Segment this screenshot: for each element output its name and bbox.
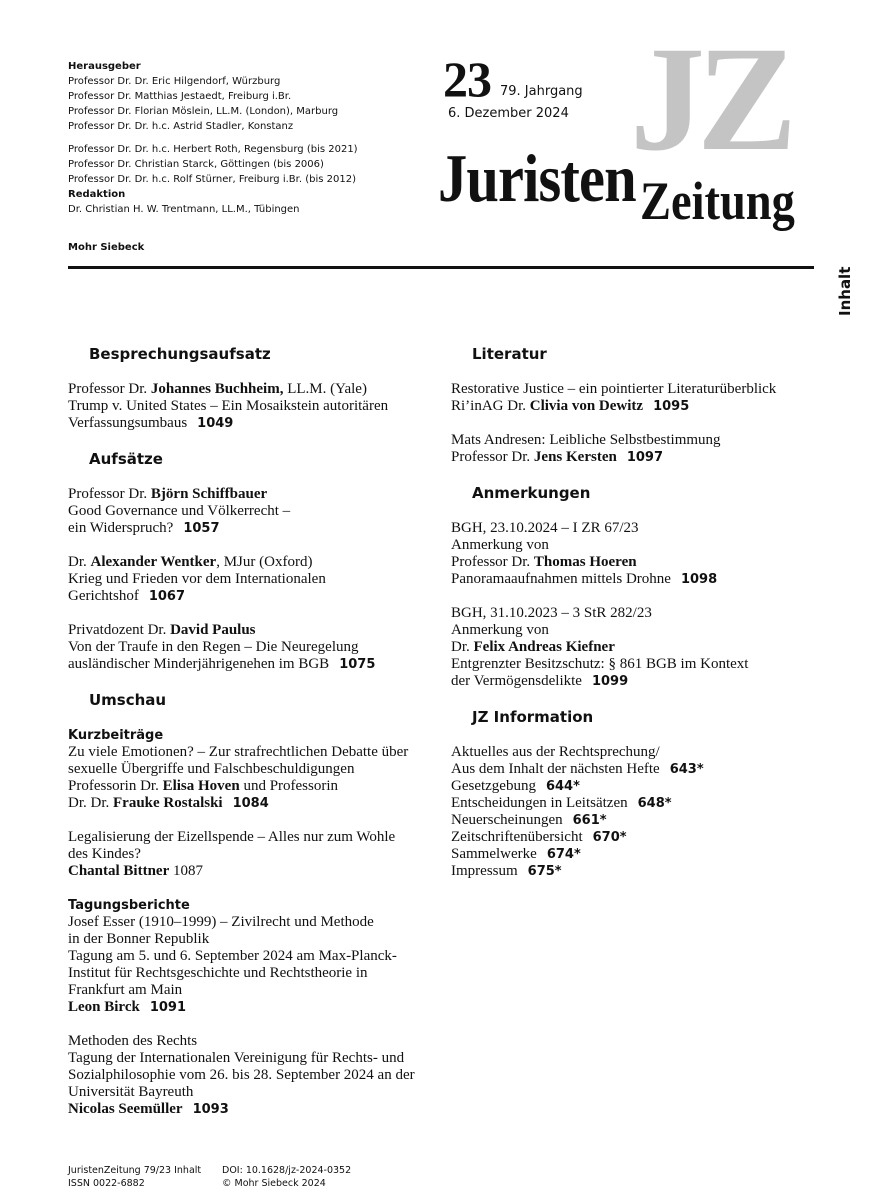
author-line (68, 1101, 418, 1118)
author-name: Leon Birck (68, 999, 140, 1015)
page-number: 1095 (653, 399, 690, 414)
author-line: Dr. Dr. Frauke Rostalski 1084 (68, 795, 269, 811)
page-number: 670* (592, 830, 627, 845)
page-number: 644* (545, 779, 580, 794)
entry-title: Legalisierung der Eizellspende – Alles nur zum Wohle (68, 829, 396, 845)
page-number: 1098 (680, 572, 718, 587)
section-heading-umschau: Umschau (89, 691, 167, 709)
author-line: Dr. Felix Andreas Kiefner (451, 639, 615, 655)
entry-title: Entgrenzter Besitzschutz: § 861 BGB im Kontext (451, 656, 749, 672)
section-heading-literatur: Literatur (472, 345, 547, 363)
page-number: 1057 (183, 521, 220, 536)
section-heading-anmerkungen: Anmerkungen (472, 484, 591, 502)
entry-title: Restorative Justice – ein pointierter Literaturüberblick (451, 381, 777, 397)
toc-left-column (68, 344, 418, 1135)
author-line: Ri’inAG Dr. Clivia von Dewitz 1095 (451, 398, 690, 414)
editor-line: Professor Dr. Dr. h.c. Astrid Stadler, Konstanz (68, 121, 294, 132)
editors-block (68, 59, 408, 217)
entry-title: Gesetzgebung 644* (451, 778, 580, 794)
editorial-label: Redaktion (68, 189, 126, 200)
title-juristen: Juristen (438, 140, 636, 216)
section-heading-aufsaetze: Aufsätze (89, 450, 163, 468)
entry-title: Krieg und Frieden vor dem Internationalen (68, 571, 326, 587)
jz-logo: JZ (630, 16, 790, 182)
toc-entry (451, 432, 831, 466)
editor-line: Professor Dr. Florian Möslein, LL.M. (London), Marburg (68, 106, 339, 117)
entry-title: BGH, 31.10.2023 – 3 StR 282/23 (451, 605, 652, 621)
page-number: 1093 (192, 1102, 229, 1117)
subsection-kurzbeitraege: Kurzbeiträge (68, 728, 164, 743)
entry-title: Zeitschriftenübersicht 670* (451, 829, 627, 845)
editorial-line: Dr. Christian H. W. Trentmann, LL.M., Tübingen (68, 204, 300, 215)
author-name: Frauke Rostalski (113, 795, 223, 811)
toc-entry (451, 520, 831, 588)
author-name: Thomas Hoeren (533, 554, 637, 570)
entry-title: Methoden des Rechts (68, 1033, 198, 1049)
author-line (68, 999, 418, 1016)
author-name: Felix Andreas Kiefner (473, 639, 615, 655)
entry-title: Tagung am 5. und 6. September 2024 am Max-Planck- (68, 948, 397, 964)
entry-title: in der Bonner Republik (68, 931, 210, 947)
author-line: Privatdozent Dr. David Paulus (68, 622, 256, 638)
author-line: Professorin Dr. Elisa Hoven und Professorin (68, 778, 339, 794)
entry-title: Entscheidungen in Leitsätzen 648* (451, 795, 672, 811)
page-number: 643* (669, 762, 704, 777)
entry-title: Panoramaaufnahmen mittels Drohne 1098 (451, 571, 718, 587)
author-line: Professor Dr. Björn Schiffbauer (68, 486, 268, 502)
editor-line: Professor Dr. Matthias Jestaedt, Freiburg i.Br. (68, 91, 292, 102)
toc-entry (68, 622, 418, 673)
entry-title: BGH, 23.10.2024 – I ZR 67/23 (451, 520, 639, 536)
toc-entry (68, 1033, 418, 1118)
entry-title: Zu viele Emotionen? – Zur strafrechtlichen Debatte über (68, 744, 409, 760)
page-number: 1067 (148, 589, 185, 604)
entry-title: Universität Bayreuth (68, 1084, 194, 1100)
page-number: 1091 (149, 1000, 187, 1015)
page-number: 1049 (197, 416, 234, 431)
header-rule (68, 266, 814, 269)
entry-title: des Kindes? (68, 846, 141, 862)
toc-entry (68, 727, 418, 812)
toc-entry (451, 605, 831, 690)
entry-title: Verfassungsumbaus 1049 (68, 415, 234, 431)
page-number: 675* (527, 864, 562, 879)
section-heading-besprechung: Besprechungsaufsatz (89, 345, 271, 363)
entry-title: Josef Esser (1910–1999) – Zivilrecht und Methode (68, 914, 374, 930)
entry-title: sexuelle Übergriffe und Falschbeschuldigungen (68, 761, 355, 777)
toc-entry (451, 381, 831, 415)
toc-entry (68, 554, 418, 605)
editors-label: Herausgeber (68, 61, 141, 72)
author-line: Professor Dr. Johannes Buchheim, LL.M. (Yale) (68, 381, 367, 397)
issue-number: 23 (443, 51, 491, 107)
toc-entry (68, 381, 418, 432)
entry-title: Impressum 675* (451, 863, 562, 879)
footer-journal: JuristenZeitung 79/23 Inhalt (68, 1165, 202, 1176)
entry-title: Anmerkung von (451, 622, 549, 638)
entry-title: Neuerscheinungen 661* (451, 812, 607, 828)
page-number: 1099 (591, 674, 629, 689)
title-zeitung: Zeitung (640, 171, 795, 231)
side-label-inhalt: Inhalt (836, 266, 854, 316)
entry-title: der Vermögensdelikte 1099 (451, 673, 629, 689)
toc-entry (68, 486, 418, 537)
page-number: 674* (546, 847, 581, 862)
author-name: Jens Kersten (533, 449, 617, 465)
issue-date: 6. Dezember 2024 (448, 106, 569, 121)
author-name: Alexander Wentker (90, 554, 217, 570)
author-name: Elisa Hoven (162, 778, 240, 794)
toc-right-column (451, 344, 831, 897)
author-name: Nicolas Seemüller (68, 1101, 183, 1117)
page-number: 1075 (339, 657, 376, 672)
author-name: David Paulus (170, 622, 256, 638)
entry-title: Von der Traufe in den Regen – Die Neuregelung (68, 639, 359, 655)
entry-title: Institut für Rechtsgeschichte und Rechtstheorie in (68, 965, 368, 981)
footer-left (68, 1164, 201, 1190)
entry-title: ausländischer Minderjährigenehen im BGB 1075 (68, 656, 376, 672)
former-editor-line: Professor Dr. Christian Starck, Göttingen (bis 2006) (68, 159, 324, 170)
author-line: Professor Dr. Jens Kersten 1097 (451, 449, 664, 465)
footer-copyright: © Mohr Siebeck 2024 (222, 1178, 326, 1189)
footer-issn: ISSN 0022-6882 (68, 1178, 145, 1189)
author-name: Johannes Buchheim, (150, 381, 284, 397)
volume-label: 79. Jahrgang (500, 84, 583, 99)
publisher-name: Mohr Siebeck (68, 242, 145, 253)
footer-right (222, 1164, 351, 1190)
spacer (68, 134, 408, 142)
entry-title: Sozialphilosophie vom 26. bis 28. September 2024 an der (68, 1067, 415, 1083)
subsection-tagungsberichte: Tagungsberichte (68, 898, 190, 913)
footer-doi: DOI: 10.1628/jz-2024-0352 (222, 1165, 352, 1176)
entry-title: Aus dem Inhalt der nächsten Hefte 643* (451, 761, 704, 777)
entry-title: Mats Andresen: Leibliche Selbstbestimmung (451, 432, 721, 448)
page-number: 648* (637, 796, 672, 811)
author-line: Dr. Alexander Wentker, MJur (Oxford) (68, 554, 313, 570)
page-number: 661* (572, 813, 607, 828)
former-editor-line: Professor Dr. Dr. h.c. Rolf Stürner, Freiburg i.Br. (bis 2012) (68, 174, 356, 185)
entry-title: Frankfurt am Main (68, 982, 183, 998)
author-name: Clivia von Dewitz (529, 398, 644, 414)
former-editor-line: Professor Dr. Dr. h.c. Herbert Roth, Regensburg (bis 2021) (68, 144, 358, 155)
entry-title: ein Widerspruch? 1057 (68, 520, 220, 536)
editor-line: Professor Dr. Dr. Eric Hilgendorf, Würzburg (68, 76, 281, 87)
author-line: Professor Dr. Thomas Hoeren (451, 554, 637, 570)
entry-title: Anmerkung von (451, 537, 549, 553)
entry-title: Sammelwerke 674* (451, 846, 581, 862)
entry-title: Trump v. United States – Ein Mosaikstein autoritären (68, 398, 389, 414)
toc-entry (68, 829, 418, 880)
entry-title: Aktuelles aus der Rechtsprechung/ (451, 744, 660, 760)
page-number: 1097 (626, 450, 664, 465)
entry-title: Good Governance und Völkerrecht – (68, 503, 291, 519)
entry-title: Tagung der Internationalen Vereinigung für Rechts- und (68, 1050, 405, 1066)
author-name: Björn Schiffbauer (150, 486, 268, 502)
entry-title: Gerichtshof 1067 (68, 588, 185, 604)
toc-entry (451, 744, 831, 880)
page-number: 1084 (232, 796, 269, 811)
section-heading-jz-information: JZ Information (472, 708, 594, 726)
author-line (68, 863, 418, 880)
page-number-plain: 1087 (173, 863, 203, 879)
author-name: Chantal Bittner (68, 863, 170, 879)
toc-entry (68, 897, 418, 1016)
